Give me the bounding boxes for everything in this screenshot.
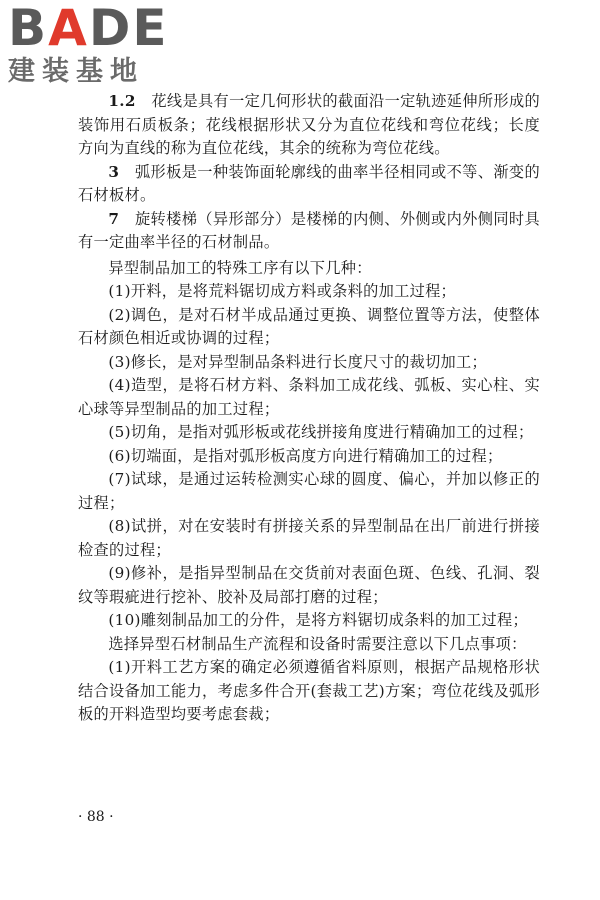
paragraph-text: (9)修补，是指异型制品在交货前对表面色斑、色线、孔洞、裂纹等瑕疵进行挖补、胶补及局部打磨的过程； [78,564,540,606]
paragraph [78,280,540,304]
paragraph-text: (1)开料，是将荒料锯切成方料或条料的加工过程； [108,282,457,300]
document-body [78,90,540,727]
paragraph [78,609,540,633]
paragraph [78,257,540,281]
logo-wordmark [8,0,178,57]
paragraph-text: (1)开料工艺方案的确定必须遵循省料原则，根据产品规格形状结合设备加工能力，考虑多件合开(套裁工艺)方案；弯位花线及弧形板的开料造型均要考虑套裁； [78,658,540,723]
paragraph-text: 弧形板是一种装饰面轮廓线的曲率半径相同或不等、渐变的石材板材。 [78,162,540,204]
paragraph-text: (3)修长，是对异型制品条料进行长度尺寸的裁切加工； [108,352,488,371]
paragraph-text: (7)试球，是通过运转检测实心球的圆度、偏心，并加以修正的过程； [78,470,540,512]
paragraph-text: 花线是具有一定几何形状的截面沿一定轨迹延伸所形成的装饰用石质板条；花线根据形状又分为直位花线和弯位花线；长度方向为直线的称为直位花线，其余的统称为弯位花线。 [78,92,541,157]
paragraph-text: 选择异型石材制品生产流程和设备时需要注意以下几点事项： [108,634,527,653]
page-number: · 88 · [78,809,114,825]
clause-number: 7 [108,209,120,228]
paragraph [78,656,540,727]
paragraph-text: (8)试拼，对在安装时有拼接关系的异型制品在出厂前进行拼接检查的过程； [78,517,540,559]
paragraph [78,562,540,609]
paragraph-text: 异型制品加工的特殊工序有以下几种： [108,258,372,277]
paragraph [78,515,540,562]
paragraph-text: (6)切端面，是指对弧形板高度方向进行精确加工的过程； [108,446,503,465]
logo-letter-b: B [8,0,49,57]
paragraph [78,468,540,515]
paragraph-text: 旋转楼梯（异形部分）是楼梯的内侧、外侧或内外侧同时具有一定曲率半径的石材制品。 [78,209,540,251]
bade-logo [8,2,178,90]
paragraph [78,445,540,469]
clause-number: 1.2 [108,92,136,110]
paragraph [78,304,540,351]
logo-letters-de: DE [88,0,169,57]
paragraph [78,208,540,255]
logo-subtitle: 建装基地 [8,56,144,87]
paragraph-text: (5)切角，是指对弧形板或花线拼接角度进行精确加工的过程； [108,423,534,441]
paragraph-text: (2)调色，是对石材半成品通过更换、调整位置等方法，使整体石材颜色相近或协调的过程； [78,305,540,347]
paragraph [78,633,540,657]
paragraph [78,421,540,445]
clause-number: 3 [108,162,120,181]
paragraph [78,161,540,208]
logo-letter-a: A [48,0,89,57]
paragraph-text: (10)雕刻制品加工的分件，是将方料锯切成条料的加工过程； [108,611,528,629]
paragraph [78,374,540,421]
paragraph [78,90,540,161]
paragraph [78,351,540,375]
paragraph-text: (4)造型，是将石材方料、条料加工成花线、弧板、实心柱、实心球等异型制品的加工过程； [78,376,540,418]
